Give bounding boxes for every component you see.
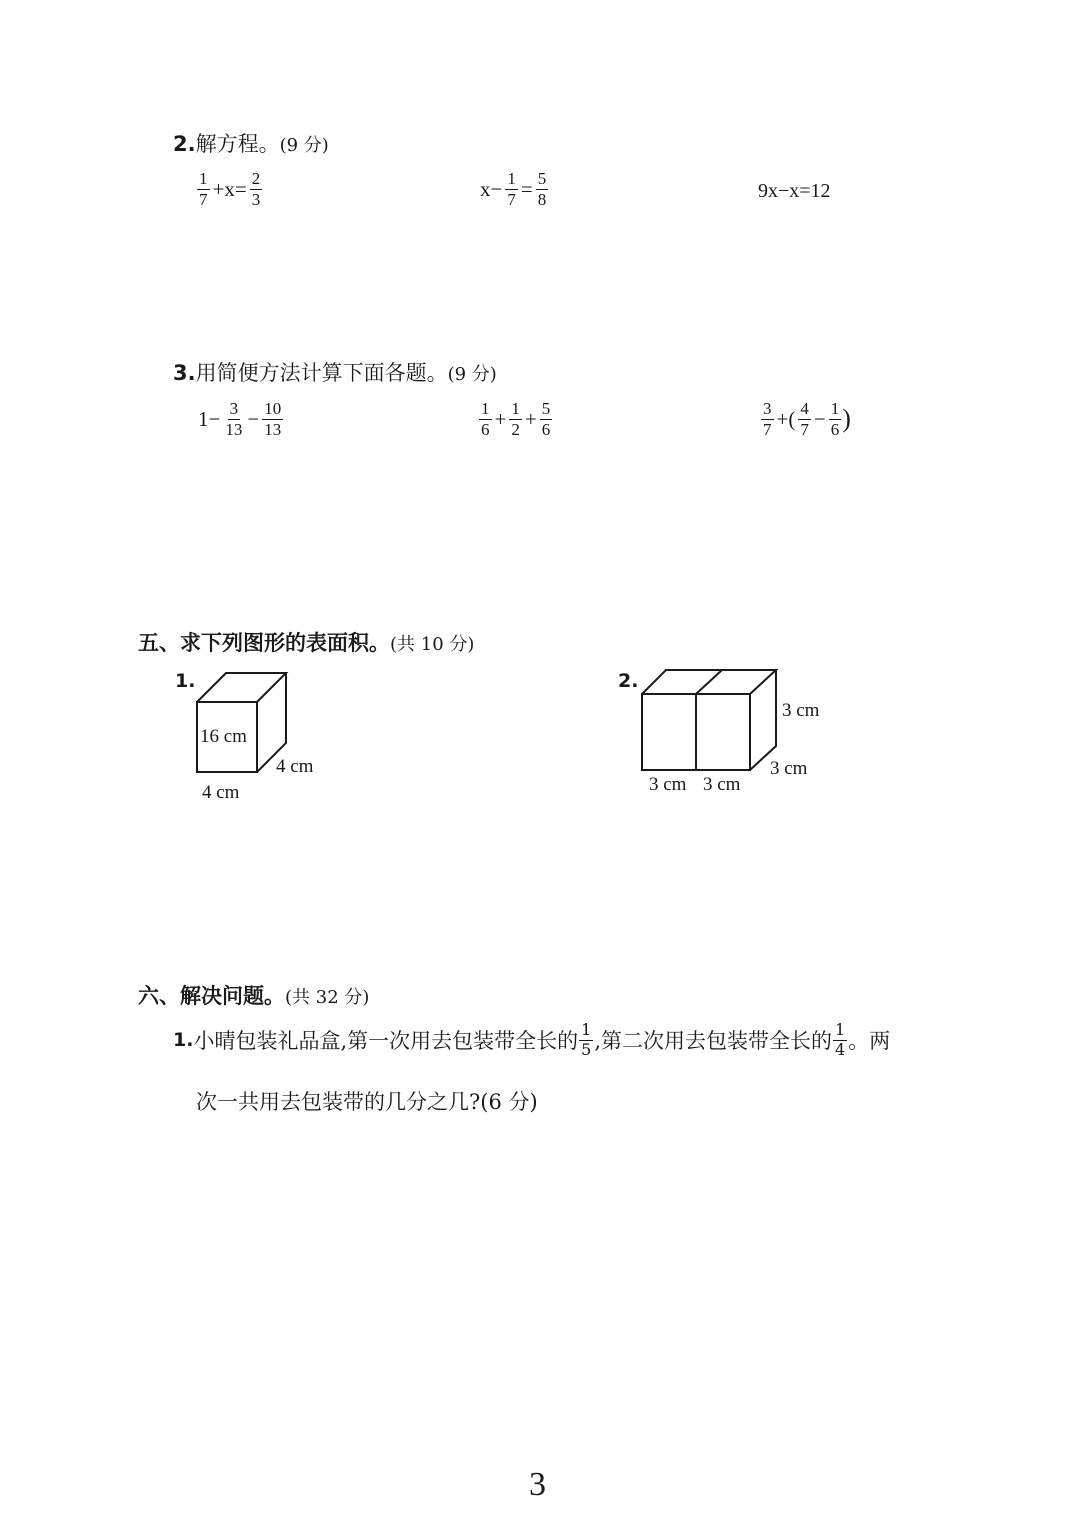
q3-title [173, 357, 497, 387]
cuboid-figure-1 [180, 660, 350, 810]
q3-number: 3. [173, 361, 196, 385]
cuboid-top-face [197, 673, 286, 702]
q3-score: (9 分) [447, 364, 497, 385]
problem-1-text-1: 小晴包装礼品盒,第一次用去包装带全长的 [193, 1029, 579, 1054]
q2-equation-2 [478, 170, 549, 209]
fraction: $\frac{2}{3}$ [251, 169, 261, 209]
q2-score: (9 分) [279, 135, 329, 156]
plus-sign: + [524, 406, 537, 431]
equation-middle: +x= [212, 176, 247, 201]
figure-2-label: 2. [618, 670, 639, 692]
plus-open-paren: +( [776, 406, 796, 431]
q3-expression-2 [478, 400, 553, 439]
q3-expression-3 [760, 400, 851, 439]
fraction: $\frac{1}{7}$ [507, 169, 516, 209]
close-paren: ) [842, 404, 851, 434]
plus-sign: + [494, 406, 507, 431]
section-5-heading: 五、求下列图形的表面积。 [138, 631, 390, 655]
figure-1-width-label: 4 cm [202, 782, 240, 803]
fraction: $\frac{3}{13}$ [225, 399, 243, 439]
q3-title-text: 用简便方法计算下面各题。 [195, 361, 448, 385]
figure-1-height-label: 16 cm [200, 726, 247, 747]
problem-1-line-2: 次一共用去包装带的几分之几?(6 分) [196, 1090, 538, 1114]
combined-cube-side [750, 670, 776, 770]
fraction: $\frac{4}{7}$ [800, 399, 809, 439]
problem-1-line-1 [173, 1022, 890, 1059]
problem-1-text-2: ,第二次用去包装带全长的 [594, 1029, 833, 1054]
cube-divider-top [696, 670, 722, 694]
fraction: $\frac{1}{7}$ [199, 169, 208, 209]
fraction: $\frac{10}{13}$ [264, 399, 282, 439]
section-5-score: (共 10 分) [390, 634, 475, 655]
equation-lead: x− [480, 176, 503, 201]
fraction: $\frac{5}{8}$ [537, 169, 547, 209]
section-6-score: (共 32 分) [285, 987, 370, 1008]
equation-text: 9x−x=12 [758, 180, 831, 202]
expression-lead: 1− [198, 406, 221, 431]
q2-equation-1 [196, 170, 263, 209]
q2-title-text: 解方程。 [195, 132, 280, 156]
fraction: $\frac{5}{6}$ [541, 399, 551, 439]
problem-1-number: 1. [173, 1029, 194, 1052]
figure-2-depth-label: 3 cm [770, 758, 808, 779]
fraction: $\frac{1}{4}$ [835, 1020, 846, 1059]
figure-1-label: 1. [175, 670, 196, 692]
q2-number: 2. [173, 132, 196, 156]
minus-sign: − [247, 406, 260, 431]
q3-expression-1 [196, 400, 284, 439]
figure-2-width-1-label: 3 cm [649, 774, 687, 795]
section-5-title [138, 627, 474, 657]
fraction: $\frac{1}{6}$ [481, 399, 490, 439]
section-6-heading: 六、解决问题。 [138, 984, 285, 1008]
cuboid-figure-2 [630, 660, 850, 800]
minus-sign: − [813, 406, 826, 431]
fraction: $\frac{1}{2}$ [511, 399, 520, 439]
section-6-title [138, 980, 369, 1010]
page-number: 3 [529, 1466, 546, 1503]
q2-title [173, 128, 329, 158]
fraction: $\frac{1}{5}$ [581, 1020, 592, 1059]
fraction: $\frac{1}{6}$ [830, 399, 840, 439]
fraction: $\frac{3}{7}$ [763, 399, 772, 439]
figure-1-depth-label: 4 cm [276, 756, 314, 777]
problem-1-text-3: 。两 [848, 1029, 891, 1054]
figure-2-width-2-label: 3 cm [703, 774, 741, 795]
equals-sign: = [520, 176, 533, 201]
q2-equation-3 [758, 180, 831, 203]
figure-2-height-label: 3 cm [782, 700, 820, 721]
